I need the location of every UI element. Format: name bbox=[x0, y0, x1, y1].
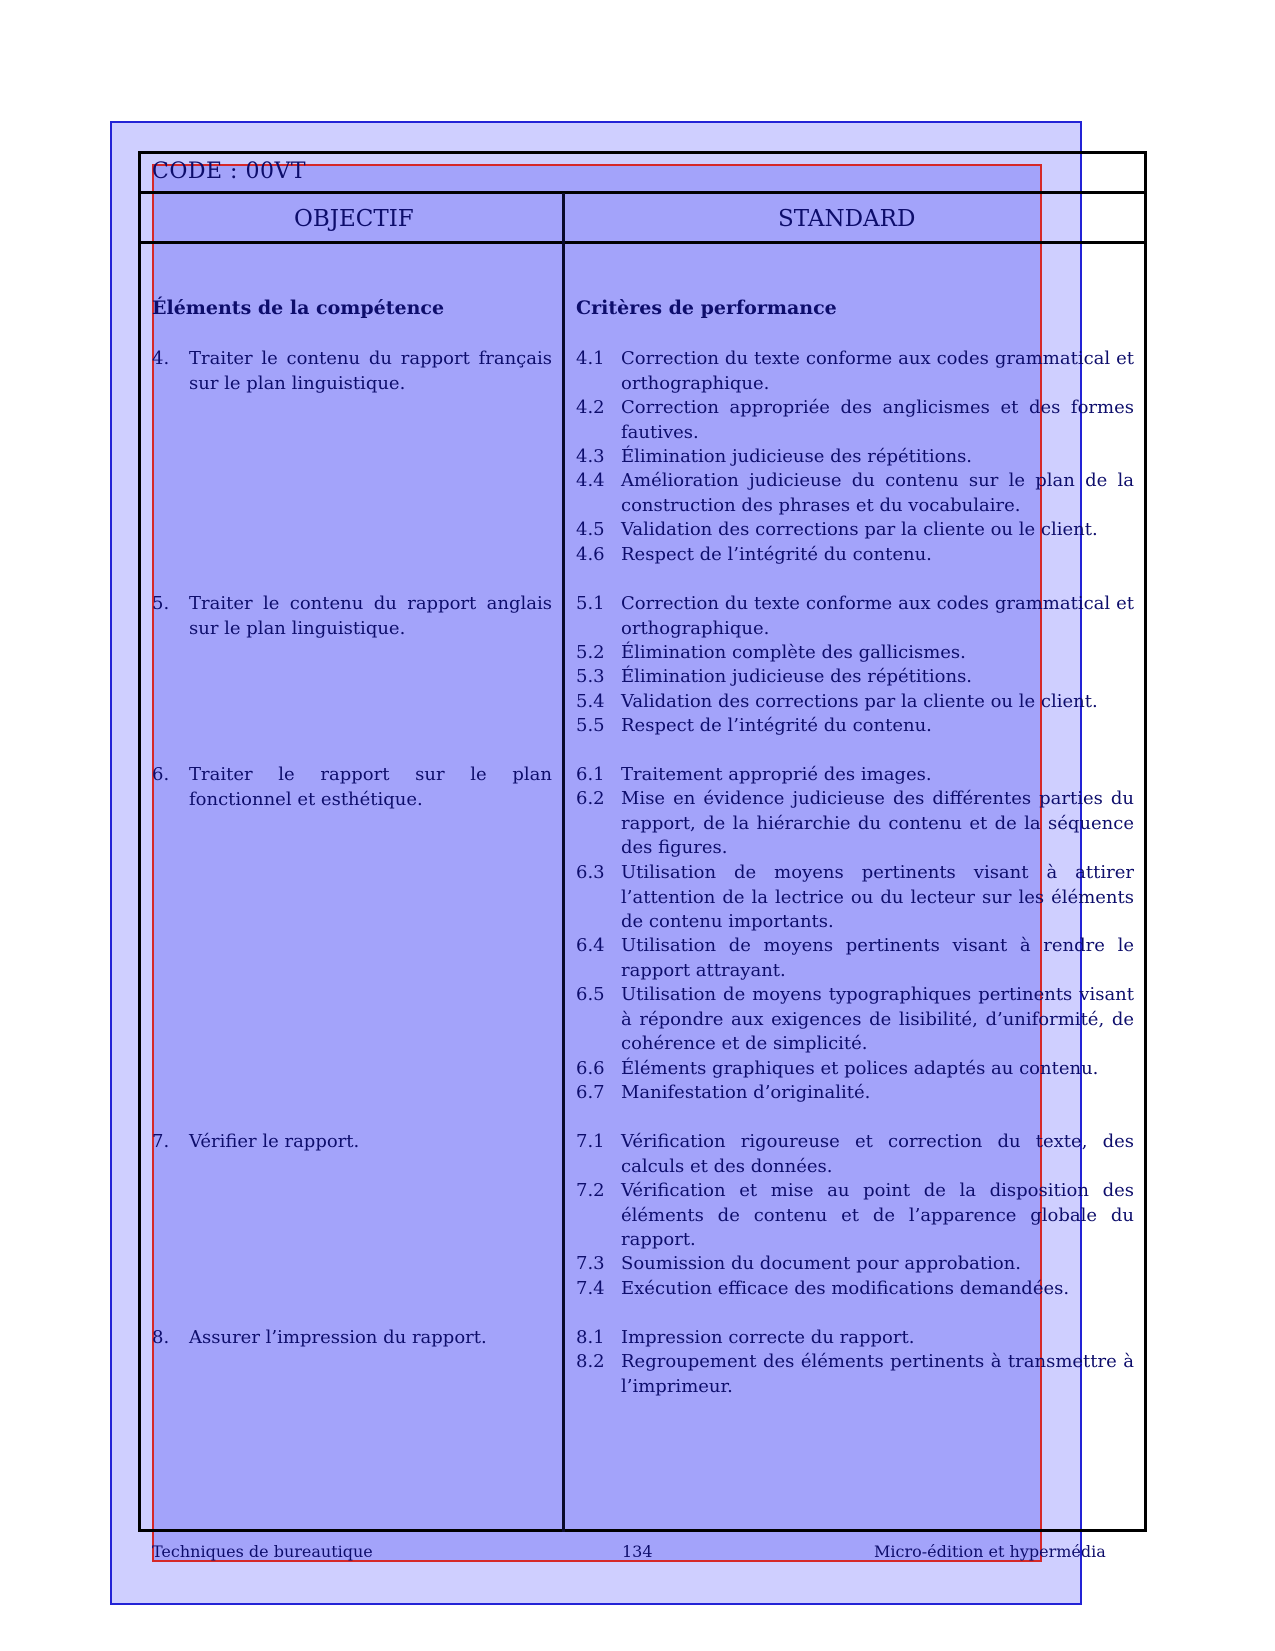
code-label: CODE : 00VT bbox=[152, 159, 307, 184]
criterion-item bbox=[576, 1277, 1134, 1302]
criterion-text: Vérification et mise au point de la disposition des éléments de contenu et de l’apparence globale du rapport. bbox=[621, 1180, 1134, 1250]
objective-text: Vérifier le rapport. bbox=[189, 1131, 360, 1152]
criterion-number: 7.4 bbox=[576, 1278, 605, 1299]
criterion-item bbox=[576, 543, 1134, 568]
criterion-number: 5.5 bbox=[576, 715, 605, 736]
criterion-text: Soumission du document pour approbation. bbox=[621, 1253, 1021, 1274]
criterion-number: 7.1 bbox=[576, 1131, 605, 1152]
objective-text: Traiter le rapport sur le plan fonctionnel et esthétique. bbox=[189, 764, 552, 810]
criterion-item bbox=[576, 1081, 1134, 1106]
criterion-number: 6.5 bbox=[576, 984, 605, 1005]
criterion-item bbox=[576, 787, 1134, 861]
criterion-text: Utilisation de moyens pertinents visant à rendre le rapport attrayant. bbox=[621, 935, 1134, 981]
criterion-text: Respect de l’intégrité du contenu. bbox=[621, 715, 932, 736]
footer-page-number: 134 bbox=[622, 1542, 653, 1561]
criterion-number: 8.1 bbox=[576, 1327, 605, 1348]
criterion-number: 6.1 bbox=[576, 764, 605, 785]
criterion-number: 6.2 bbox=[576, 788, 605, 809]
criterion-item bbox=[576, 641, 1134, 666]
criterion-item bbox=[576, 396, 1134, 445]
elements-title: Éléments de la compétence bbox=[152, 297, 445, 319]
criterion-number: 5.3 bbox=[576, 666, 605, 687]
criterion-item bbox=[576, 1252, 1134, 1277]
criterion-item bbox=[576, 1350, 1134, 1399]
objective-number: 6. bbox=[152, 764, 170, 785]
criterion-number: 4.2 bbox=[576, 397, 605, 418]
criterion-item bbox=[576, 592, 1134, 641]
criterion-item bbox=[576, 347, 1134, 396]
criterion-item bbox=[576, 445, 1134, 470]
criterion-text: Validation des corrections par la cliente ou le client. bbox=[621, 691, 1098, 712]
criterion-text: Utilisation de moyens typographiques pertinents visant à répondre aux exigences de lisibilité, d’uniformité, de cohérence et de simplicité. bbox=[621, 984, 1134, 1054]
criterion-text: Vérification rigoureuse et correction du texte, des calculs et des données. bbox=[621, 1131, 1134, 1177]
criterion-text: Respect de l’intégrité du contenu. bbox=[621, 544, 932, 565]
criterion-item bbox=[576, 1179, 1134, 1253]
objective-item bbox=[152, 347, 552, 396]
criterion-number: 5.4 bbox=[576, 691, 605, 712]
criterion-item bbox=[576, 714, 1134, 739]
criterion-text: Traitement approprié des images. bbox=[621, 764, 932, 785]
objective-text: Traiter le contenu du rapport français sur le plan linguistique. bbox=[189, 348, 552, 394]
header-objectif: OBJECTIF bbox=[294, 206, 414, 232]
criterion-item bbox=[576, 861, 1134, 935]
criterion-number: 4.1 bbox=[576, 348, 605, 369]
objective-number: 4. bbox=[152, 348, 170, 369]
criterion-number: 4.5 bbox=[576, 519, 605, 540]
criterion-text: Élimination judicieuse des répétitions. bbox=[621, 446, 973, 467]
criterion-text: Correction du texte conforme aux codes grammatical et orthographique. bbox=[621, 593, 1134, 639]
criterion-item bbox=[576, 983, 1134, 1057]
footer-right: Micro-édition et hypermédia bbox=[874, 1542, 1106, 1561]
objective-item bbox=[152, 1130, 552, 1155]
objective-number: 7. bbox=[152, 1131, 170, 1152]
objective-number: 8. bbox=[152, 1327, 170, 1348]
criterion-item bbox=[576, 665, 1134, 690]
objective-number: 5. bbox=[152, 593, 170, 614]
criterion-item bbox=[576, 518, 1134, 543]
criterion-text: Regroupement des éléments pertinents à transmettre à l’imprimeur. bbox=[621, 1351, 1134, 1397]
criterion-number: 4.6 bbox=[576, 544, 605, 565]
criterion-item bbox=[576, 934, 1134, 983]
header-divider-top bbox=[138, 191, 1147, 194]
criterion-text: Correction appropriée des anglicismes et des formes fautives. bbox=[621, 397, 1134, 443]
criterion-number: 5.2 bbox=[576, 642, 605, 663]
criterion-item bbox=[576, 1057, 1134, 1082]
criterion-text: Manifestation d’originalité. bbox=[621, 1082, 871, 1103]
criterion-item bbox=[576, 469, 1134, 518]
header-divider-bottom bbox=[138, 241, 1147, 244]
criterion-text: Amélioration judicieuse du contenu sur le plan de la construction des phrases et du vocabulaire. bbox=[621, 470, 1134, 516]
objective-text: Traiter le contenu du rapport anglais sur le plan linguistique. bbox=[189, 593, 552, 639]
criterion-item bbox=[576, 1130, 1134, 1179]
criterion-text: Éléments graphiques et polices adaptés au contenu. bbox=[621, 1058, 1099, 1079]
criterion-number: 4.3 bbox=[576, 446, 605, 467]
criterion-number: 6.3 bbox=[576, 862, 605, 883]
objective-text: Assurer l’impression du rapport. bbox=[189, 1327, 487, 1348]
criterion-number: 7.3 bbox=[576, 1253, 605, 1274]
objective-item bbox=[152, 1326, 552, 1351]
criterion-item bbox=[576, 1326, 1134, 1351]
criterion-text: Élimination judicieuse des répétitions. bbox=[621, 666, 973, 687]
criterion-number: 6.4 bbox=[576, 935, 605, 956]
objective-item bbox=[152, 763, 552, 812]
header-standard: STANDARD bbox=[778, 206, 916, 232]
criterion-text: Élimination complète des gallicismes. bbox=[621, 642, 966, 663]
criterion-number: 7.2 bbox=[576, 1180, 605, 1201]
criterion-number: 4.4 bbox=[576, 470, 605, 491]
criterion-item bbox=[576, 690, 1134, 715]
criteres-title: Critères de performance bbox=[576, 297, 837, 319]
criterion-text: Impression correcte du rapport. bbox=[621, 1327, 915, 1348]
criterion-text: Exécution efficace des modifications demandées. bbox=[621, 1278, 1070, 1299]
criterion-text: Correction du texte conforme aux codes grammatical et orthographique. bbox=[621, 348, 1134, 394]
objective-item bbox=[152, 592, 552, 641]
criterion-text: Mise en évidence judicieuse des différentes parties du rapport, de la hiérarchie du contenu et de la séquence des figures. bbox=[621, 788, 1134, 858]
criterion-number: 5.1 bbox=[576, 593, 605, 614]
criterion-text: Validation des corrections par la cliente ou le client. bbox=[621, 519, 1098, 540]
criterion-number: 8.2 bbox=[576, 1351, 605, 1372]
criterion-number: 6.7 bbox=[576, 1082, 605, 1103]
criterion-number: 6.6 bbox=[576, 1058, 605, 1079]
criterion-text: Utilisation de moyens pertinents visant à attirer l’attention de la lectrice ou du lecteur sur les éléments de contenu importants. bbox=[621, 862, 1134, 932]
column-divider bbox=[562, 193, 565, 1532]
footer-left: Techniques de bureautique bbox=[152, 1542, 373, 1561]
criterion-item bbox=[576, 763, 1134, 788]
